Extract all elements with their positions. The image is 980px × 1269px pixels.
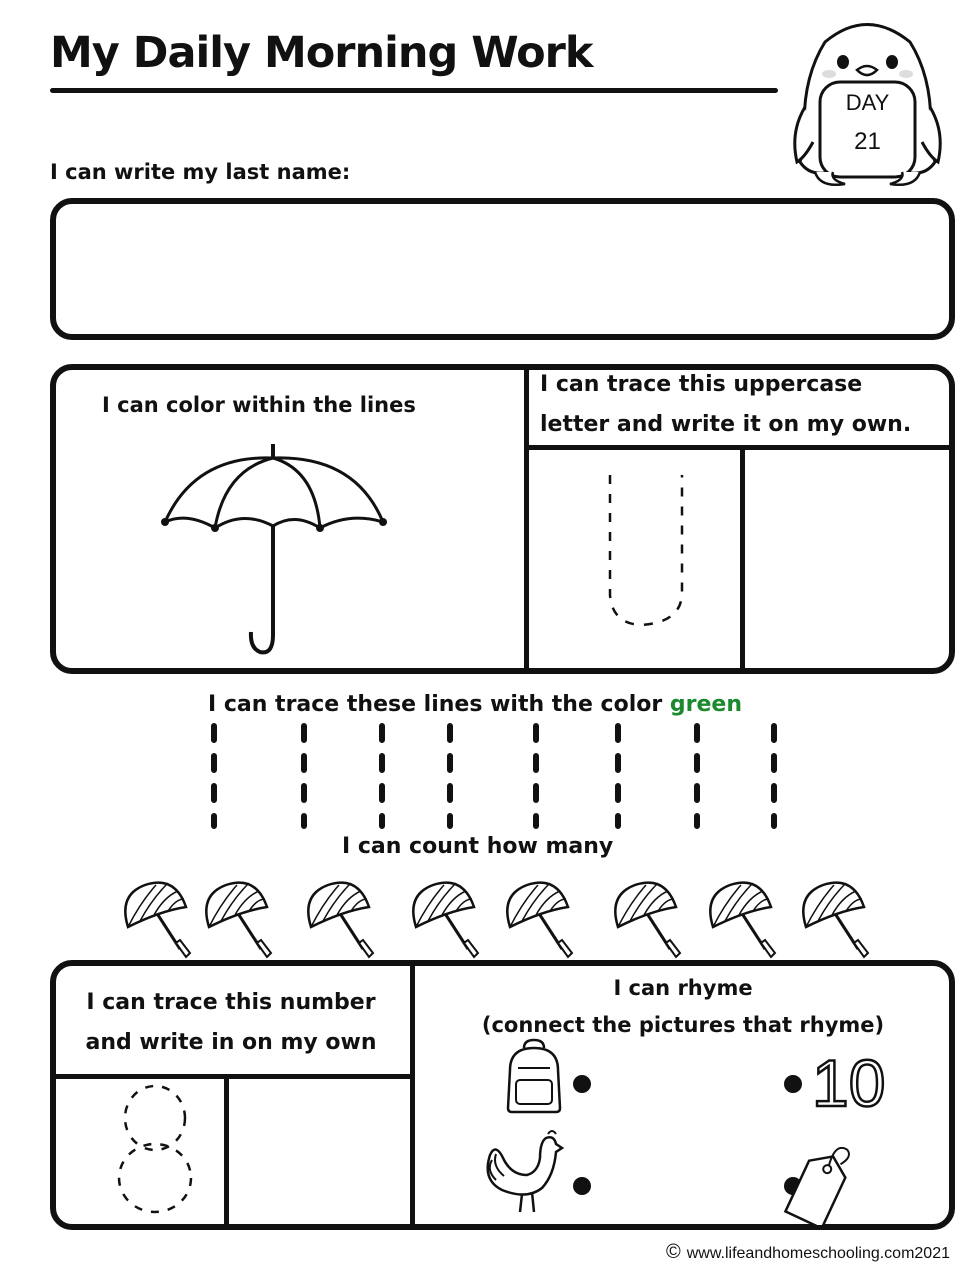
umbrella-icon [507,883,572,957]
uppercase-prompt-divider [527,445,949,450]
dashed-lines-trace-area[interactable] [200,718,800,837]
letter-u-trace-cell[interactable] [580,465,710,639]
rhyme-prompt-line1: I can rhyme [613,976,753,1000]
copyright-icon: © [665,1241,681,1263]
connect-dot [573,1177,591,1195]
connect-dot [573,1075,591,1093]
umbrella-icon [413,883,478,957]
footer-copyright [666,1241,950,1264]
rhyme-prompt-line2: (connect the pictures that rhyme) [481,1013,885,1037]
counting-umbrellas [115,875,875,960]
color-prompt: I can color within the lines [102,393,416,417]
section-divider [524,368,529,670]
number-rhyme-divider [410,964,415,1226]
day-badge [785,12,950,192]
count-prompt: I can count how many [342,834,614,859]
umbrella-coloring-picture[interactable] [155,440,395,664]
umbrella-icon [710,883,775,957]
umbrella-icon [803,883,868,957]
umbrella-icon [125,883,190,957]
connect-dot [784,1075,802,1093]
color-word-green: green [669,692,742,717]
dotted-letter-u-icon [580,465,710,635]
last-name-prompt: I can write my last name: [50,160,351,184]
ten-icon: 10 [812,1046,886,1120]
day-label: DAY [845,90,890,115]
uppercase-cell-divider [740,448,745,670]
uppercase-prompt-line2: letter and write it on my own. [540,412,912,437]
page-title: My Daily Morning Work [50,28,593,78]
umbrella-icon [308,883,373,957]
copyright-text: www.lifeandhomeschooling.com2021 [686,1245,950,1262]
number-prompt-line2: and write in on my own [85,1030,377,1055]
title-underline [50,88,778,93]
backpack-icon [508,1040,560,1112]
trace-lines-prompt [208,692,742,717]
number-8-write-cell[interactable] [232,1080,404,1222]
dotted-number-8-icon [100,1080,210,1220]
number-prompt-divider [54,1074,412,1079]
letter-u-write-cell[interactable] [748,452,944,664]
hen-icon [488,1131,562,1212]
day-number: 21 [854,128,881,155]
number-prompt-line1: I can trace this number [86,990,376,1015]
dashed-lines [200,718,800,833]
umbrella-icon [615,883,680,957]
umbrella-icon [206,883,271,957]
trace-lines-prompt-text: I can trace these lines with the color [208,692,670,717]
uppercase-prompt-line1: I can trace this uppercase [540,372,863,397]
umbrella-icon [155,440,395,660]
rhyme-area[interactable] [470,1030,950,1225]
last-name-writing-box[interactable] [50,198,955,340]
number-8-trace-cell[interactable] [100,1080,210,1224]
number-cell-divider [224,1076,229,1226]
